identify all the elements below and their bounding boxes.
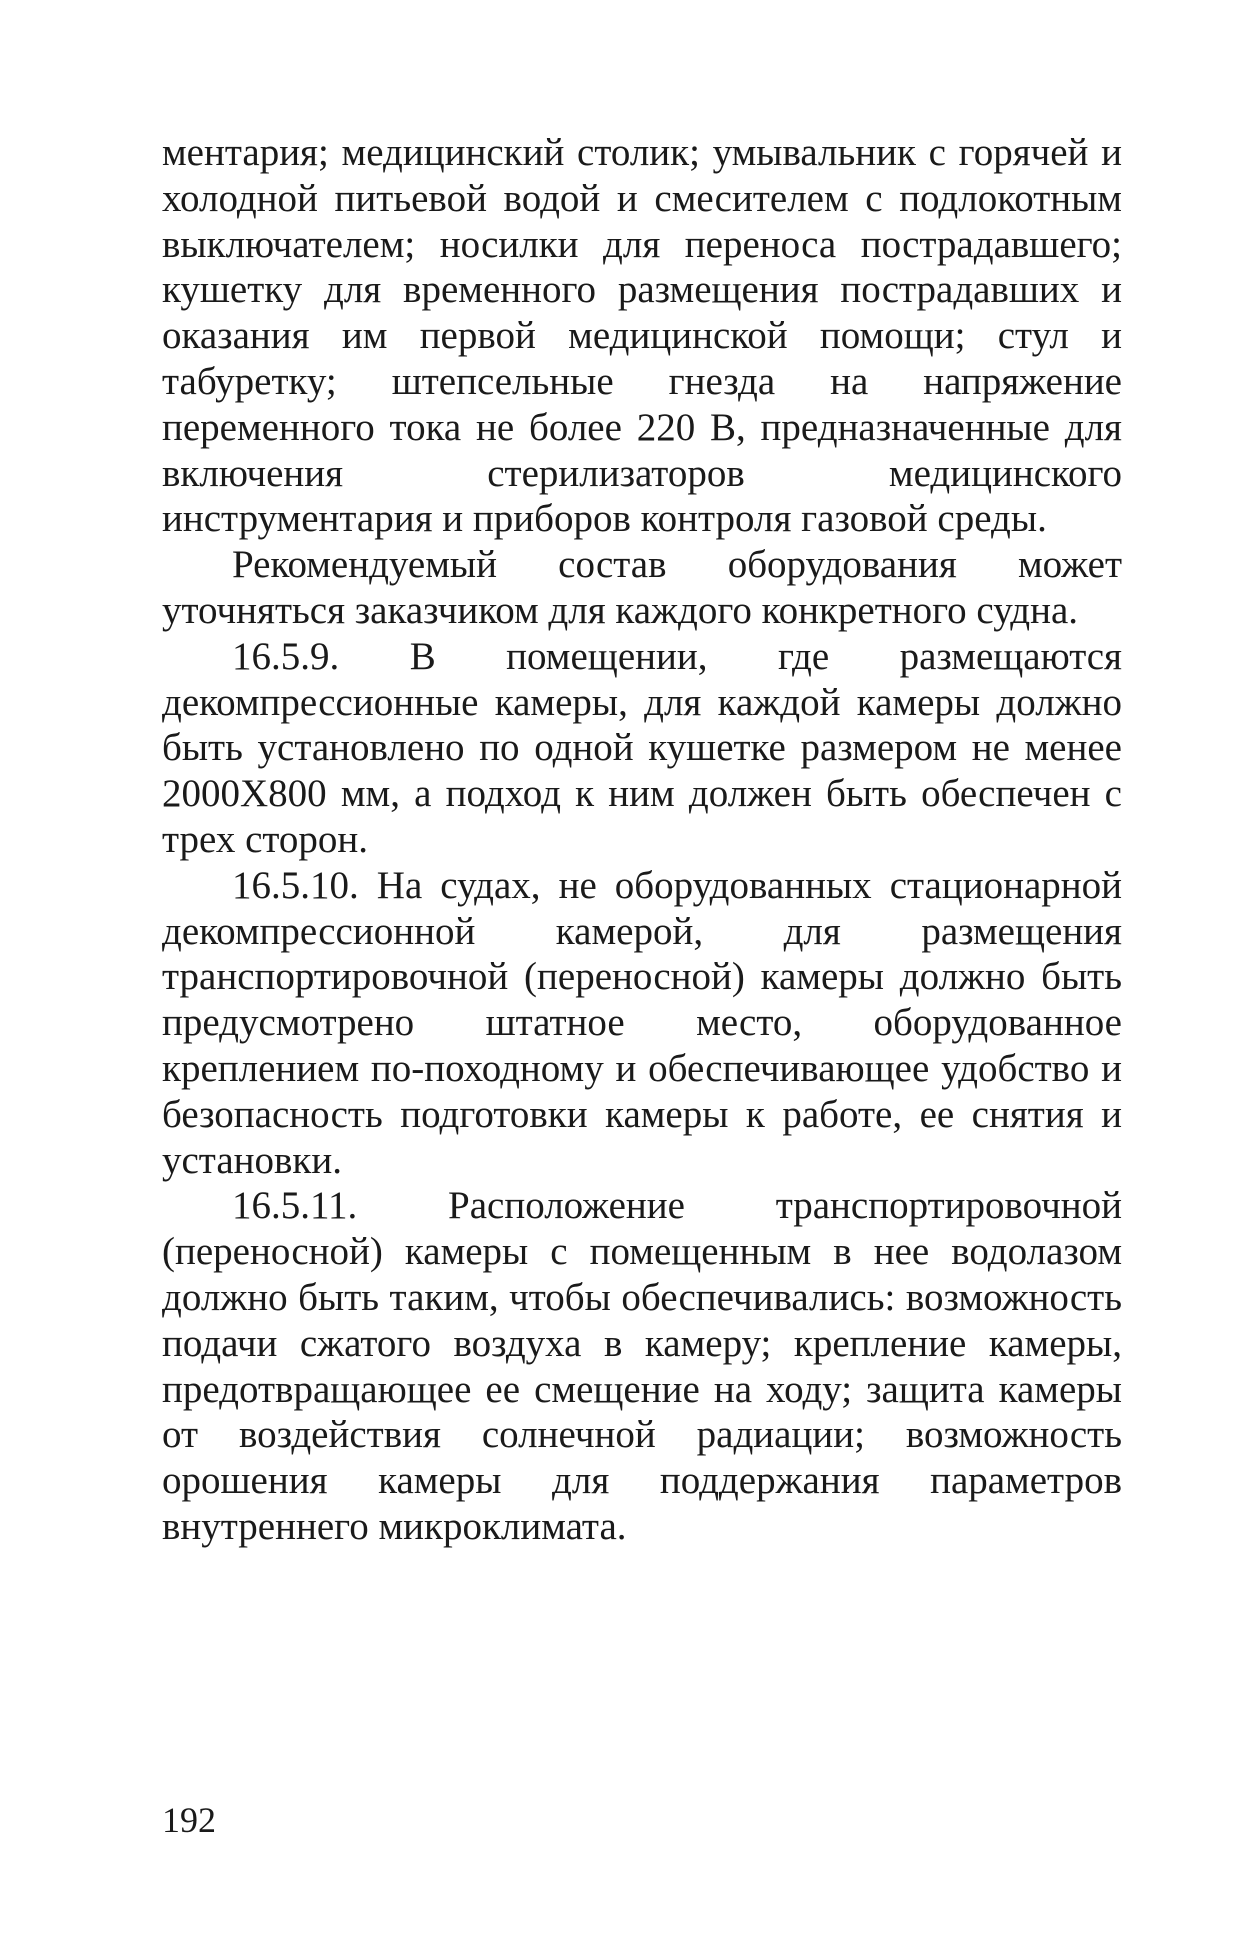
body-text xyxy=(162,130,1122,1550)
paragraph-continuation: ментария; медицинский столик; умывальник с горячей и холодной питьевой водой и смесителем с подлокотным выключателем; носилки для переноса пострадавшего; кушетку для временного размещения пострадавших и оказания им первой медицинской помощи; стул и табуретку; штепсельные гнезда на напряжение переменного тока не более 220 В, предназначенные для включения стерилизаторов медицинского инструментария и приборов контроля газовой среды. xyxy=(162,131,1122,541)
paragraph-recommendation: Рекомендуемый состав оборудования может уточняться заказчиком для каждого конкретного судна. xyxy=(162,543,1122,632)
paragraph-16-5-9: 16.5.9. В помещении, где размещаются декомпрессионные камеры, для каждой камеры должно быть установлено по одной кушетке размером не менее 2000Х800 мм, а подход к ним должен быть обеспечен с трех сторон. xyxy=(162,634,1122,861)
paragraph-16-5-11: 16.5.11. Расположение транспортировочной (переносной) камеры с помещенным в нее водолазом должно быть таким, чтобы обеспечивались: возможность подачи сжатого воздуха в камеру; крепление камеры, предотвращающее ее смещение на ходу; защита камеры от воздействия солнечной радиации; возможность орошения камеры для поддержания параметров внутреннего микроклимата. xyxy=(162,1184,1122,1548)
paragraph-16-5-10: 16.5.10. На судах, не оборудованных стационарной декомпрессионной камерой, для размещения транспортировочной (переносной) камеры должно быть предусмотрено штатное место, оборудованное креплением по-походному и обеспечивающее удобство и безопасность подготовки камеры к работе, ее снятия и установки. xyxy=(162,863,1122,1182)
page-number: 192 xyxy=(162,1800,216,1840)
